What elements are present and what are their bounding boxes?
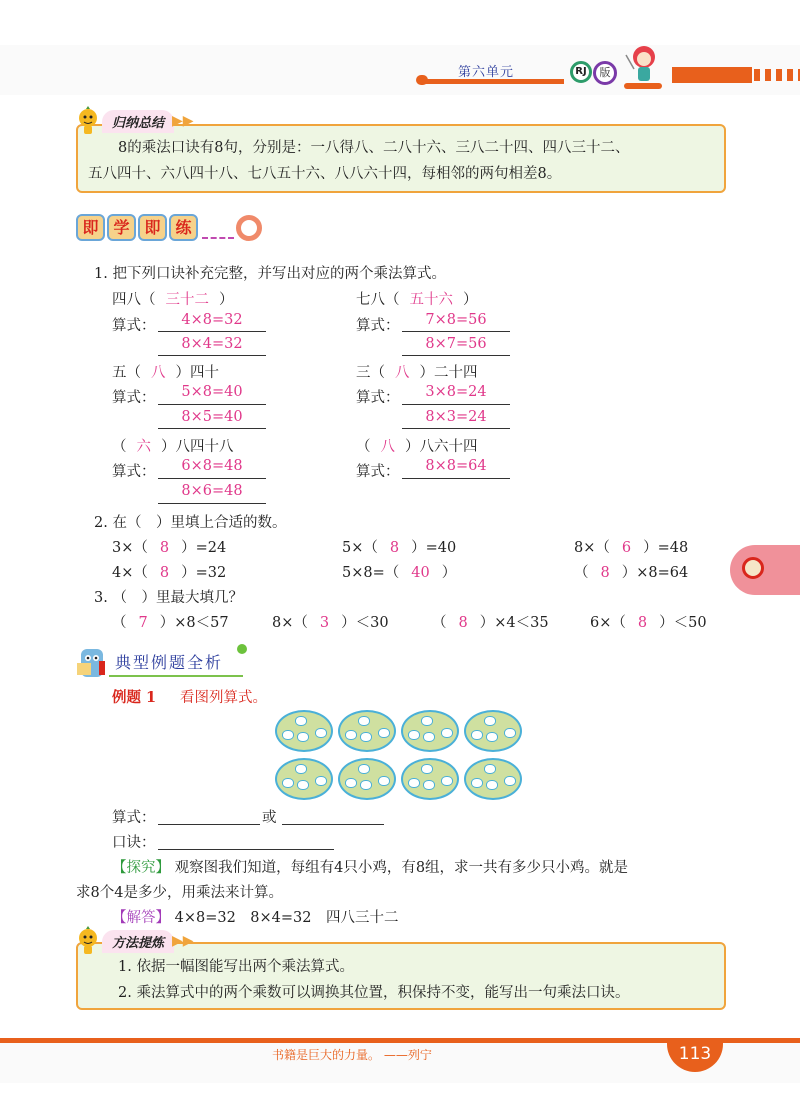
q1-item-5-eq1: 6×8=48	[181, 458, 243, 474]
green-dot-icon	[237, 644, 247, 654]
answer-line	[402, 478, 510, 479]
book-mascot-icon	[75, 645, 109, 681]
q2-item-1: 3×（ 8 ）=24	[112, 540, 227, 556]
explore-line-2: 求8个4是多少，用乘法来计算。	[76, 885, 283, 901]
explore-tag: 【探究】	[112, 860, 170, 876]
rj-badge: RJ	[570, 61, 592, 83]
q3-item-4: 6×（ 8 ）＜50	[590, 615, 707, 631]
chick-group	[275, 758, 333, 800]
explore-line-1: 【探究】 观察图我们知道，每组有4只小鸡，有8组，求一共有多少只小鸡。就是	[112, 860, 629, 876]
q1-item-1-eq2: 8×4=32	[181, 336, 243, 352]
q1-item-1-formula-label: 算式：	[112, 318, 156, 334]
method-line-2: 2. 乘法算式中的两个乘数可以调换其位置，积保持不变，能写出一句乘法口诀。	[118, 985, 630, 1001]
side-tab	[730, 545, 800, 595]
q1-item-6-rhyme: （ 八 ）八六十四	[356, 439, 478, 455]
q3-item-1: （ 7 ）×8＜57	[112, 615, 229, 631]
q2-item-3: 8×（ 6 ）=48	[574, 540, 689, 556]
q1-item-4-rhyme: 三（ 八 ）二十四	[356, 365, 478, 381]
q1-item-3-formula-label: 算式：	[112, 390, 156, 406]
q1-item-5-eq2: 8×6=48	[181, 483, 243, 499]
answer-line-text: 【解答】 4×8=32 8×4=32 四八三十二	[112, 910, 399, 926]
method-line-1: 1. 依据一幅图能写出两个乘法算式。	[118, 959, 354, 975]
q1-item-5-formula-label: 算式：	[112, 464, 156, 480]
summary-tag	[74, 106, 194, 136]
page-number: 113	[667, 1038, 723, 1072]
answer-line	[402, 428, 510, 429]
example-formula-label: 算式：	[112, 810, 156, 826]
q1-item-2-answer: 五十六	[409, 292, 453, 308]
q1-item-6-answer: 八	[380, 439, 395, 455]
q2-item-4: 4×（ 8 ）=32	[112, 565, 227, 581]
title-char-4: 练	[169, 214, 198, 241]
summary-line-2: 五八四十、六八四十八、七八五十六、八八六十四，每相邻的两句相差8。	[88, 166, 562, 182]
flower-icon	[236, 215, 262, 241]
q1-item-5-answer: 六	[136, 439, 151, 455]
header-bar-decoration	[672, 67, 752, 83]
title-char-1: 即	[76, 214, 105, 241]
chick-groups-figure	[275, 710, 525, 800]
q2-prompt: 2. 在（ ）里填上合适的数。	[94, 515, 287, 531]
method-tag	[74, 926, 194, 956]
q3-item-3: （ 8 ）×4＜35	[432, 615, 549, 631]
answer-line	[402, 331, 510, 332]
edition-badge: 版	[593, 61, 617, 85]
q3-item-2: 8×（ 3 ）＜30	[272, 615, 389, 631]
q1-item-2-rhyme: 七八（ 五十六 ）	[356, 292, 478, 308]
formula-blank-2[interactable]	[282, 824, 384, 825]
chick-group	[464, 710, 522, 752]
answer-line	[158, 503, 266, 504]
formula-blank-1[interactable]	[158, 824, 260, 825]
q1-item-6-eq1: 8×8=64	[425, 458, 487, 474]
q2-item-5: 5×8=（ 40 ）	[342, 565, 457, 581]
method-tag-label: 方法提炼	[102, 930, 174, 953]
answer-line	[158, 428, 266, 429]
q2-item-6: （ 8 ）×8=64	[574, 565, 689, 581]
answer-line	[158, 355, 266, 356]
footer-quote: 书籍是巨大的力量。 ——列宁	[272, 1048, 432, 1062]
example-section-label: 典型例题全析	[109, 650, 243, 677]
q1-prompt: 1. 把下列口诀补充完整，并写出对应的两个乘法算式。	[94, 266, 446, 282]
answer-line	[402, 404, 510, 405]
q1-item-6-formula-label: 算式：	[356, 464, 400, 480]
q1-item-3-answer: 八	[151, 365, 166, 381]
rhyme-blank[interactable]	[158, 849, 334, 850]
q1-item-4-eq2: 8×3=24	[425, 409, 487, 425]
unit-title: 第六单元	[458, 65, 515, 80]
chick-group	[464, 758, 522, 800]
q3-prompt: 3. （ ）里最大填几？	[94, 590, 243, 606]
q1-item-3-eq1: 5×8=40	[181, 384, 243, 400]
practice-section-title	[76, 214, 262, 241]
q1-item-4-answer: 八	[395, 365, 410, 381]
q1-item-3-eq2: 8×5=40	[181, 409, 243, 425]
q1-item-3-rhyme: 五（ 八 ）四十	[112, 365, 219, 381]
chick-group	[338, 710, 396, 752]
example-prompt: 看图列算式。	[180, 690, 267, 706]
chick-group	[338, 758, 396, 800]
answer-line	[402, 355, 510, 356]
summary-tag-label: 归纳总结	[102, 110, 174, 133]
header-checker-decoration	[754, 69, 800, 81]
q1-item-4-eq1: 3×8=24	[425, 384, 487, 400]
fox-mascot-icon	[742, 557, 764, 579]
q1-item-1-rhyme: 四八（ 三十二 ）	[112, 292, 234, 308]
q1-item-2-eq1: 7×8=56	[425, 312, 487, 328]
q1-item-1-eq1: 4×8=32	[181, 312, 243, 328]
page-header	[410, 55, 800, 95]
example-label: 例题 1	[112, 689, 157, 706]
title-char-2: 学	[107, 214, 136, 241]
example-section-title	[75, 645, 243, 681]
double-arrow-icon: ▶▶	[172, 113, 194, 129]
q1-item-5-rhyme: （ 六 ）八四十八	[112, 439, 234, 455]
orange-mascot-icon	[74, 926, 102, 956]
girl-mascot-icon	[620, 43, 664, 93]
q1-item-1-answer: 三十二	[165, 292, 209, 308]
q2-item-2: 5×（ 8 ）=40	[342, 540, 457, 556]
q1-item-2-eq2: 8×7=56	[425, 336, 487, 352]
dashed-divider	[202, 237, 234, 239]
answer-line	[158, 478, 266, 479]
double-arrow-icon: ▶▶	[172, 933, 194, 949]
title-char-3: 即	[138, 214, 167, 241]
q1-item-4-formula-label: 算式：	[356, 390, 400, 406]
answer-line	[158, 404, 266, 405]
example-rhyme-label: 口诀：	[112, 835, 156, 851]
chick-group	[401, 758, 459, 800]
chick-group	[401, 710, 459, 752]
summary-line-1: 8的乘法口诀有8句，分别是：一八得八、二八十六、三八二十四、四八三十二、	[118, 140, 630, 156]
or-label: 或	[262, 810, 277, 826]
answer-line	[158, 331, 266, 332]
q1-item-2-formula-label: 算式：	[356, 318, 400, 334]
orange-mascot-icon	[74, 106, 102, 136]
chick-group	[275, 710, 333, 752]
answer-tag: 【解答】	[112, 910, 170, 926]
